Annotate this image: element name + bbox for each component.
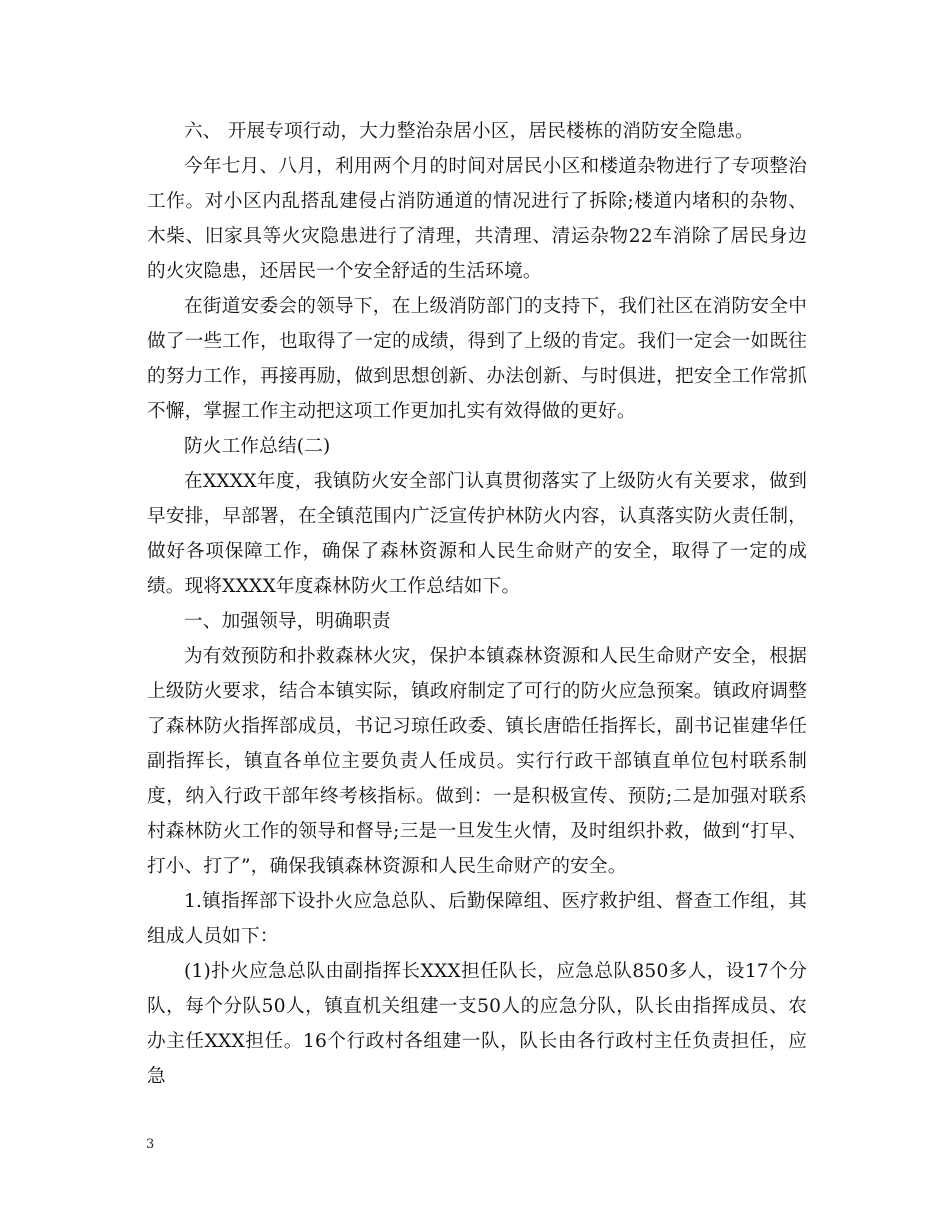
body-paragraph: 在街道安委会的领导下，在上级消防部门的支持下，我们社区在消防安全中做了一些工作，也取得了一定的成绩，得到了上级的肯定。我们一定会一如既往的努力工作，再接再励，做到思想创新、办法创新、与时俱进，把安全工作常抓不懈，掌握工作主动把这项工作更加扎实有效得做的更好。 bbox=[147, 296, 807, 422]
document-subtitle: 防火工作总结(二) bbox=[184, 436, 331, 457]
section-heading-1: 一、加强领导，明确职责 bbox=[184, 611, 391, 632]
list-item: 1.镇指挥部下设扑火应急总队、后勤保障组、医疗救护组、督查工作组，其组成人员如下： bbox=[147, 891, 807, 947]
list-item: (1)扑火应急总队由副指挥长XXX担任队长，应急总队850多人，设17个分队，每个分队50人，镇直机关组建一支50人的应急分队，队长由指挥成员、农办主任XXX担任。16个行政村各组建一队，队长由各行政村主任负责担任，应急 bbox=[147, 961, 807, 1087]
document-body bbox=[147, 114, 807, 1094]
section-heading-6: 六、 开展专项行动，大力整治杂居小区，居民楼栋的消防安全隐患。 bbox=[184, 121, 754, 142]
body-paragraph: 今年七月、八月，利用两个月的时间对居民小区和楼道杂物进行了专项整治工作。对小区内乱搭乱建侵占消防通道的情况进行了拆除;楼道内堵积的杂物、木柴、旧家具等火灾隐患进行了清理，共清理、清运杂物22车消除了居民身边的火灾隐患，还居民一个安全舒适的生活环境。 bbox=[147, 156, 807, 282]
page-number: 3 bbox=[146, 1137, 155, 1152]
body-paragraph: 为有效预防和扑救森林火灾，保护本镇森林资源和人民生命财产安全，根据上级防火要求，结合本镇实际，镇政府制定了可行的防火应急预案。镇政府调整了森林防火指挥部成员，书记习琼任政委、镇长唐皓任指挥长，副书记崔建华任副指挥长，镇直各单位主要负责人任成员。实行行政干部镇直单位包村联系制度，纳入行政干部年终考核指标。做到：一是积极宣传、预防;二是加强对联系村森林防火工作的领导和督导;三是一旦发生火情，及时组织扑救，做到“打早、打小、打了”，确保我镇森林资源和人民生命财产的安全。 bbox=[147, 646, 807, 877]
body-paragraph: 在XXXX年度，我镇防火安全部门认真贯彻落实了上级防火有关要求，做到早安排，早部署，在全镇范围内广泛宣传护林防火内容，认真落实防火责任制，做好各项保障工作，确保了森林资源和人民生命财产的安全，取得了一定的成绩。现将XXXX年度森林防火工作总结如下。 bbox=[147, 471, 807, 597]
